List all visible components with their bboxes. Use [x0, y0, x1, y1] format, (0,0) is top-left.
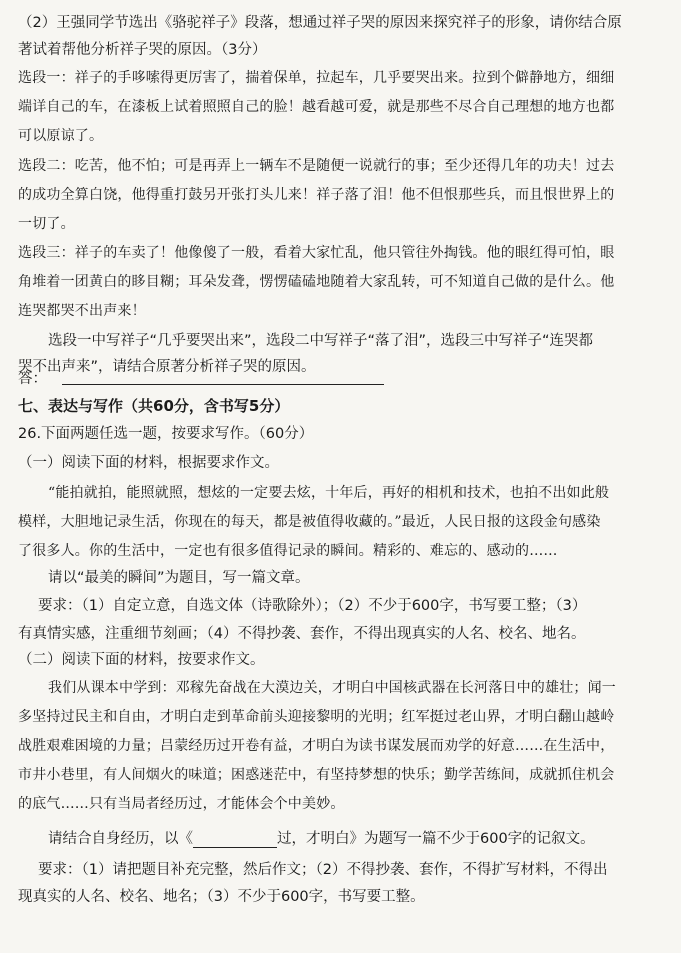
title-prompt-start: 请结合自身经历，以《 — [48, 831, 193, 847]
requirement-line: 现真实的人名、校名、地名；（3）不少于600字，书写要工整。 — [18, 889, 425, 905]
material-line: 了很多人。你的生活中，一定也有很多值得记录的瞬间。精彩的、难忘的、感动的…… — [18, 543, 558, 559]
requirement-line: 要求：（1）自定立意，自选文体（诗歌除外）；（2）不少于600字，书写要工整；（3） — [38, 598, 587, 614]
answer-blank[interactable] — [62, 384, 384, 385]
requirement-line: 要求：（1）请把题目补充完整，然后作文；（2）不得抄袭、套作，不得扩写材料，不得出 — [38, 862, 608, 878]
excerpt-line: 角堆着一团黄白的眵目糊；耳朵发聋，愣愣磕磕地随着大家乱转，可不知道自己做的是什么。他 — [18, 274, 615, 290]
section-heading: 七、表达与写作（共60分，含书写5分） — [18, 397, 290, 415]
requirement-line: 有真情实感，注重细节刻画；（4）不得抄袭、套作，不得出现真实的人名、校名、地名。 — [18, 626, 586, 642]
title-prompt-end: 过，才明白》为题写一篇不少于600字的记叙文。 — [277, 831, 595, 847]
excerpt-line: 可以原谅了。 — [18, 128, 104, 144]
excerpt-line: 选段二：吃苦，他不怕；可是再弄上一辆车不是随便一说就行的事；至少还得几年的功夫！过去 — [18, 158, 615, 174]
excerpt-line: 连哭都哭不出声来！ — [18, 303, 146, 319]
excerpt-line: 端详自己的车，在漆板上试着照照自己的脸！越看越可爱，就是那些不尽合自己理想的地方也都 — [18, 99, 615, 115]
material-line: 的底气……只有当局者经历过，才能体会个中美妙。 — [18, 796, 345, 812]
material-line: 战胜艰难困境的力量；吕蒙经历过开卷有益，才明白为读书谋发展而劝学的好意……在生活中， — [18, 738, 615, 754]
question-line: 哭不出声来”，请结合原著分析祥子哭的原因。 — [18, 359, 316, 375]
title-blank[interactable] — [193, 833, 277, 848]
excerpt-line: 一切了。 — [18, 216, 75, 232]
prompt-line: 请以“最美的瞬间”为题目，写一篇文章。 — [48, 570, 310, 586]
sub-heading: （一）阅读下面的材料，根据要求作文。 — [18, 455, 279, 471]
material-line: 多坚持过民主和自由，才明白走到革命前头迎接黎明的光明；红军挺过老山界，才明白翻山越岭 — [18, 709, 615, 725]
excerpt-line: 的成功全算白饶，他得重打鼓另开张打头儿来！祥子落了泪！他不但恨那些兵，而且恨世界上的 — [18, 187, 615, 203]
title-prompt-line — [48, 830, 681, 848]
question-line: （2）王强同学节选出《骆驼祥子》段落，想通过祥子哭的原因来探究祥子的形象，请你结合原 — [18, 15, 622, 31]
excerpt-line: 选段三：祥子的车卖了！他像傻了一般，看着大家忙乱，他只管往外掏钱。他的眼红得可怕，眼 — [18, 245, 615, 261]
answer-label: 答： — [18, 371, 47, 387]
material-line: 模样，大胆地记录生活，你现在的每天，都是被值得收藏的。”最近，人民日报的这段金句感染 — [18, 514, 601, 530]
material-line: 市井小巷里，有人间烟火的味道；困惑迷茫中，有坚持梦想的快乐；勤学苦练间，成就抓住机会 — [18, 767, 615, 783]
question-line: 26.下面两题任选一题，按要求写作。（60分） — [18, 426, 314, 442]
material-line: “能拍就拍，能照就照，想炫的一定要去炫，十年后，再好的相机和技术，也拍不出如此般 — [48, 485, 610, 501]
material-line: 我们从课本中学到：邓稼先奋战在大漠边关，才明白中国核武器在长河落日中的雄壮；闻一 — [48, 680, 616, 696]
question-line: 著试着帮他分析祥子哭的原因。（3分） — [18, 42, 267, 58]
question-line: 选段一中写祥子“几乎要哭出来”，选段二中写祥子“落了泪”，选段三中写祥子“连哭都 — [48, 333, 594, 349]
excerpt-line: 选段一：祥子的手哆嗦得更厉害了，揣着保单，拉起车，几乎要哭出来。拉到个僻静地方，细细 — [18, 70, 615, 86]
sub-heading: （二）阅读下面的材料，按要求作文。 — [18, 652, 265, 668]
